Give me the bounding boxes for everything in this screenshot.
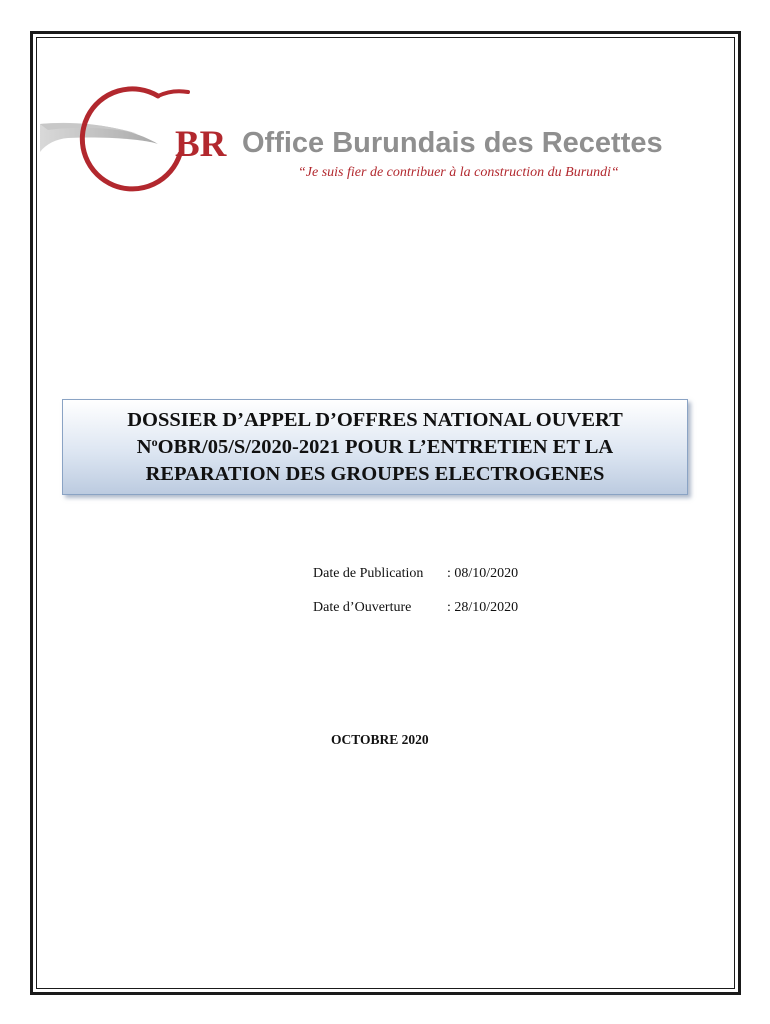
opening-date-label: Date d’Ouverture [313, 600, 412, 615]
publication-date-label: Date de Publication [313, 566, 424, 581]
title-number-prefix: N [136, 435, 152, 458]
title-number-superscript: o [151, 434, 158, 449]
title-line-2-text: OBR/05/S/2020-2021 POUR L’ENTRETIEN ET LA [157, 435, 614, 458]
publication-date-value: : 08/10/2020 [447, 566, 519, 581]
title-line-1: DOSSIER D’APPEL D’OFFRES NATIONAL OUVERT [127, 408, 623, 431]
publication-date-row [313, 566, 518, 583]
opening-date-row [313, 600, 518, 617]
title-line-2 [137, 434, 613, 461]
document-month: OCTOBRE 2020 [331, 732, 429, 747]
dates-block [313, 566, 518, 634]
opening-date-value: : 28/10/2020 [447, 600, 519, 615]
title-line-3: REPARATION DES GROUPES ELECTROGENES [145, 462, 605, 485]
organization-slogan: “Je suis fier de contribuer à la construction du Burundi“ [298, 165, 619, 180]
obr-logo [38, 74, 698, 204]
organization-name: Office Burundais des Recettes [242, 127, 663, 159]
logo-mark-text: BR [175, 124, 227, 165]
document-title-box [62, 399, 688, 495]
